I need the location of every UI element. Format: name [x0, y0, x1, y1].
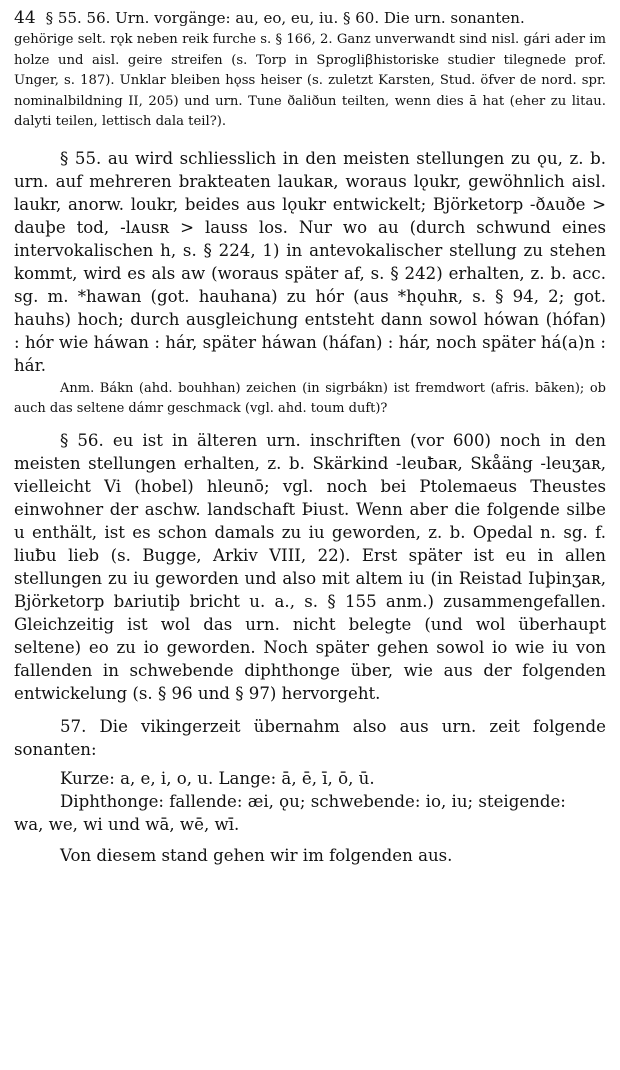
running-title: § 55. 56. Urn. vorgänge: au, eo, eu, iu. § 60. Die urn. sonanten.	[45, 9, 525, 27]
section-57-closing: Von diesem stand gehen wir im folgenden aus.	[60, 845, 453, 865]
page-header	[14, 6, 606, 30]
section-57-intro: 57. Die vikingerzeit übernahm also aus urn. zeit folgende sonanten:	[14, 716, 606, 759]
section-55-note: Anm. Bákn (ahd. bouhhan) zeichen (in sigrbákn) ist fremdwort (afris. bāken); ob auch das seltene dámr geschmack (vgl. ahd. toum duft)?	[14, 380, 606, 416]
section-57-kurze: Kurze: a, e, i, o, u. Lange: ā, ē, ī, ō, ū.	[60, 768, 375, 788]
section-55-paragraph: § 55. au wird schliesslich in den meisten stellungen zu ǫu, z. b. urn. auf mehreren brakteaten laukaʀ, woraus lǫukr, gewöhnlich aisl. laukr, anorw. loukr, beides aus lǫukr entwickelt; Björketorp -ðᴀuðe > dauþe tod, -lᴀusʀ > lauss los. Nur wo au (durch schwund eines intervokalischen h, s. § 224, 1) in antevokalischer stellung zu stehen kommt, wird es als aw (woraus später af, s. § 242) erhalten, z. b. acc. sg. m. *hawan (got. hauhana) zu hór (aus *hǫuhʀ, s. § 94, 2; got. hauhs) hoch; durch ausgleichung entsteht dann sowol hówan (hófan) : hór wie háwan : hár, später háwan (háfan) : hár, noch später há(a)n : hár.	[14, 148, 606, 375]
page	[14, 6, 606, 867]
continuation-paragraph: gehörige selt. rǫk neben reik furche s. § 166, 2. Ganz unverwandt sind nisl. gári ader im holze und aisl. geire streifen (s. Torp in Sprogliꞵhistoriske studier tilegnede prof. Unger, s. 187). Unklar bleiben hǫss heiser (s. zuletzt Karsten, Stud. öfver de nord. spr. nominalbildning II, 205) und urn. Tune ðaliðun teilten, wenn dies ā hat (eher zu litau. dalyti teilen, lettisch dala teil?).	[14, 32, 606, 130]
section-57-diphthonge: Diphthonge: fallende: æi, ǫu; schwebende: io, iu; steigende:	[60, 791, 566, 811]
section-57-diphthonge-cont: wa, we, wi und wā, wē, wī.	[14, 814, 240, 834]
page-number: 44	[14, 8, 36, 28]
section-56-paragraph: § 56. eu ist in älteren urn. inschriften (vor 600) noch in den meisten stellungen erhalten, z. b. Skärkind -leuƀaʀ, Skåäng -leuʒaʀ, vielleicht Vi (hobel) hleunō; vgl. noch bei Ptolemaeus Theustes einwohner der aschw. landschaft Þiust. Wenn aber die folgende silbe u enthält, ist es schon damals zu iu geworden, z. b. Opedal n. sg. f. liuƀu lieb (s. Bugge, Arkiv VIII, 22). Erst später ist eu in allen stellungen zu iu geworden und also mit altem iu (in Reistad Iuþinʒaʀ, Björketorp bᴀriutiþ bricht u. a., s. § 155 anm.) zusammengefallen. Gleichzeitig ist wol das urn. nicht belegte (und wol überhaupt seltene) eo zu io geworden. Noch später gehen sowol io wie iu von fallenden in schwebende diphthonge über, wie aus der folgenden entwickelung (s. § 96 und § 97) hervorgeht.	[14, 430, 606, 703]
